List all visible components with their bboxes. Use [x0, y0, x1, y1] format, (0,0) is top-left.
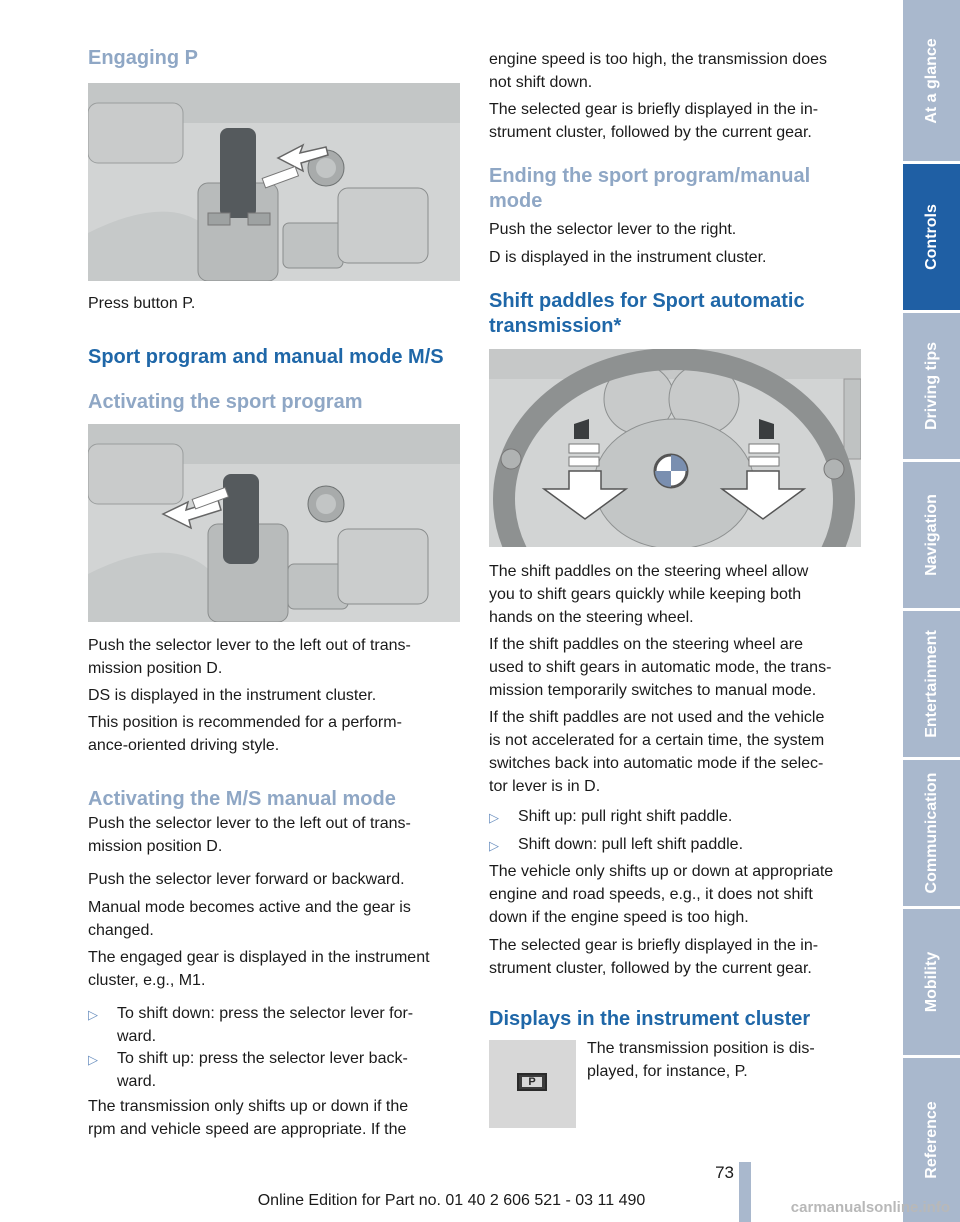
tab-entertainment[interactable]: Entertainment: [903, 611, 960, 757]
bullet-shift-up: ▷ To shift up: press the selector lever back- ward.: [88, 1047, 463, 1093]
heading-activating-sport: Activating the sport program: [88, 391, 363, 413]
watermark: carmanualsonline.info: [790, 1199, 950, 1216]
heading-displays: Displays in the instrument cluster: [489, 1008, 811, 1030]
selected-gear-paragraph: The selected gear is briefly displayed in the in- strument cluster, followed by the current gear.: [489, 101, 819, 141]
push-left-paragraph: Push the selector lever to the left out of trans- mission position D.: [88, 637, 411, 677]
ds-paragraph: DS is displayed in the instrument cluster.: [88, 687, 377, 704]
selector-lever-sport-image: [88, 424, 460, 622]
steering-wheel-illustration: [489, 349, 861, 547]
chapter-tabs: [903, 0, 960, 1222]
paddles-not-used-paragraph: If the shift paddles are not used and the vehicle is not accelerated for a certain time, the system switches back into automatic mode if the selec- tor lever is in D.: [489, 709, 825, 795]
tab-at-a-glance[interactable]: At a glance: [903, 0, 960, 161]
console-illustration: [88, 83, 460, 281]
heading-shift-paddles: Shift paddles for Sport automatic transmission*: [489, 290, 805, 337]
triangle-bullet-icon: ▷: [88, 1052, 98, 1067]
selector-lever-p-image: [88, 83, 460, 281]
heading-ending-sport: Ending the sport program/manual mode: [489, 165, 811, 212]
bullet-shift-down: ▷ To shift down: press the selector lever for- ward.: [88, 1002, 463, 1048]
tab-mobility[interactable]: Mobility: [903, 909, 960, 1055]
triangle-bullet-icon: ▷: [489, 810, 499, 825]
ms-paragraph-1: Push the selector lever to the left out of trans- mission position D.: [88, 815, 411, 855]
gear-indicator-frame: [517, 1073, 547, 1091]
online-edition-footer: Online Edition for Part no. 01 40 2 606 521 - 03 11 490: [257, 1192, 646, 1209]
tab-communication[interactable]: Communication: [903, 760, 960, 906]
triangle-bullet-icon: ▷: [489, 838, 499, 853]
console-illustration-sport: [88, 424, 460, 622]
vehicle-shifts-paragraph: The vehicle only shifts up or down at appropriate engine and road speeds, e.g., it does not shift down if the engine speed is too high.: [489, 863, 834, 926]
heading-sport-program: Sport program and manual mode M/S: [88, 346, 444, 368]
only-shifts-paragraph: The transmission only shifts up or down if the rpm and vehicle speed are appropriate. If the: [88, 1098, 409, 1138]
displays-paragraph: The transmission position is dis- played, for instance, P.: [587, 1040, 815, 1080]
ms-paragraph-2: Push the selector lever forward or backward.: [88, 871, 405, 888]
heading-engaging-p: Engaging P: [88, 47, 198, 69]
heading-activating-ms: Activating the M/S manual mode: [88, 788, 396, 810]
push-right-paragraph: Push the selector lever to the right.: [489, 221, 737, 238]
ms-paragraph-4: The engaged gear is displayed in the instrument cluster, e.g., M1.: [88, 949, 430, 989]
bullet-shift-down-paddle: ▷ Shift down: pull left shift paddle.: [489, 833, 869, 857]
page-number: 73: [715, 1163, 734, 1182]
bullet-shift-up-paddle: ▷ Shift up: pull right shift paddle.: [489, 805, 869, 829]
recommended-paragraph: This position is recommended for a perform- ance-oriented driving style.: [88, 714, 402, 754]
d-displayed-paragraph: D is displayed in the instrument cluster.: [489, 249, 767, 266]
press-p-paragraph: Press button P.: [88, 295, 196, 312]
gear-display-image: [489, 1040, 576, 1128]
paddles-automatic-paragraph: If the shift paddles on the steering wheel are used to shift gears in automatic mode, the trans- mission temporarily switches to manual mode.: [489, 636, 832, 699]
tab-reference[interactable]: Reference: [903, 1058, 960, 1222]
gear-indicator: P: [522, 1077, 542, 1087]
tab-navigation[interactable]: Navigation: [903, 462, 960, 608]
tab-driving-tips[interactable]: Driving tips: [903, 313, 960, 459]
steering-wheel-image: [489, 349, 861, 547]
triangle-bullet-icon: ▷: [88, 1007, 98, 1022]
selected-gear-paragraph-2: The selected gear is briefly displayed in the in- strument cluster, followed by the current gear.: [489, 937, 819, 977]
continued-paragraph: engine speed is too high, the transmission does not shift down.: [489, 51, 827, 91]
paddles-intro-paragraph: The shift paddles on the steering wheel allow you to shift gears quickly while keeping both hands on the steering wheel.: [489, 563, 809, 626]
tab-controls[interactable]: Controls: [903, 164, 960, 310]
ms-paragraph-3: Manual mode becomes active and the gear is changed.: [88, 899, 411, 939]
